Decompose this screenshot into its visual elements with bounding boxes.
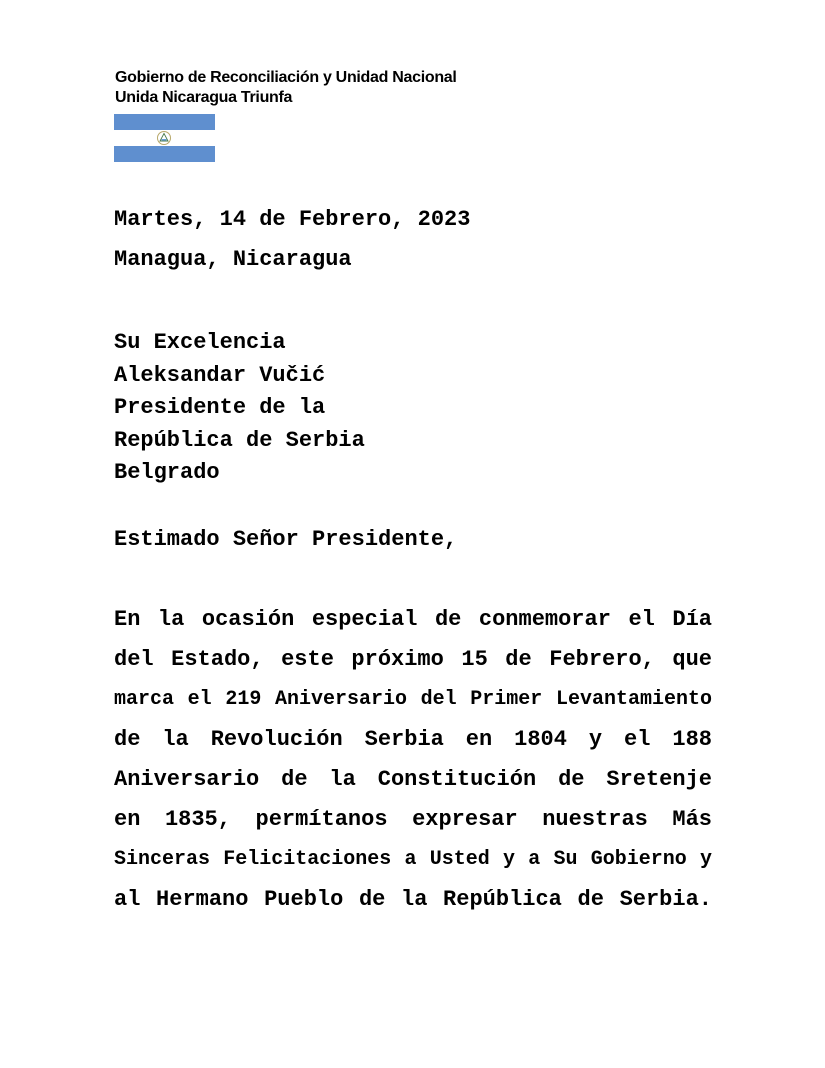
body-line: del Estado, este próximo 15 de Febrero, que bbox=[114, 647, 712, 672]
body-line: al Hermano Pueblo de la República de Serbia. bbox=[114, 887, 712, 912]
government-name: Gobierno de Reconciliación y Unidad Nacional bbox=[115, 69, 457, 86]
body-line: Aniversario de la Constitución de Sretenje bbox=[114, 767, 712, 792]
coat-of-arms-icon bbox=[156, 130, 172, 146]
addressee-position: Presidente de la bbox=[114, 395, 326, 420]
body-line: marca el 219 Aniversario del Primer Levantamiento bbox=[114, 688, 712, 711]
letter-place: Managua, Nicaragua bbox=[114, 247, 352, 272]
body-line: en 1835, permítanos expresar nuestras Más bbox=[114, 807, 712, 832]
salutation bbox=[114, 522, 457, 558]
flag-bottom-band bbox=[114, 146, 215, 162]
body-line: En la ocasión especial de conmemorar el Día bbox=[114, 607, 712, 632]
salutation-text: Estimado Señor Presidente, bbox=[114, 527, 458, 552]
letter-body bbox=[114, 600, 712, 920]
date-place-block bbox=[114, 200, 470, 280]
addressee-city: Belgrado bbox=[114, 460, 220, 485]
government-slogan: Unida Nicaragua Triunfa bbox=[115, 89, 293, 106]
nicaragua-flag-icon bbox=[114, 114, 215, 162]
body-line: de la Revolución Serbia en 1804 y el 188 bbox=[114, 727, 712, 752]
addressee-country: República de Serbia bbox=[114, 427, 365, 453]
body-line: Sinceras Felicitaciones a Usted y a Su Gobierno y bbox=[114, 848, 712, 871]
letter-date: Martes, 14 de Febrero, 2023 bbox=[114, 207, 471, 232]
addressee-title: Su Excelencia bbox=[114, 330, 286, 355]
addressee-block bbox=[114, 327, 365, 490]
flag-top-band bbox=[114, 114, 215, 130]
addressee-name: Aleksandar Vučić bbox=[114, 362, 326, 388]
letterhead bbox=[115, 68, 457, 108]
